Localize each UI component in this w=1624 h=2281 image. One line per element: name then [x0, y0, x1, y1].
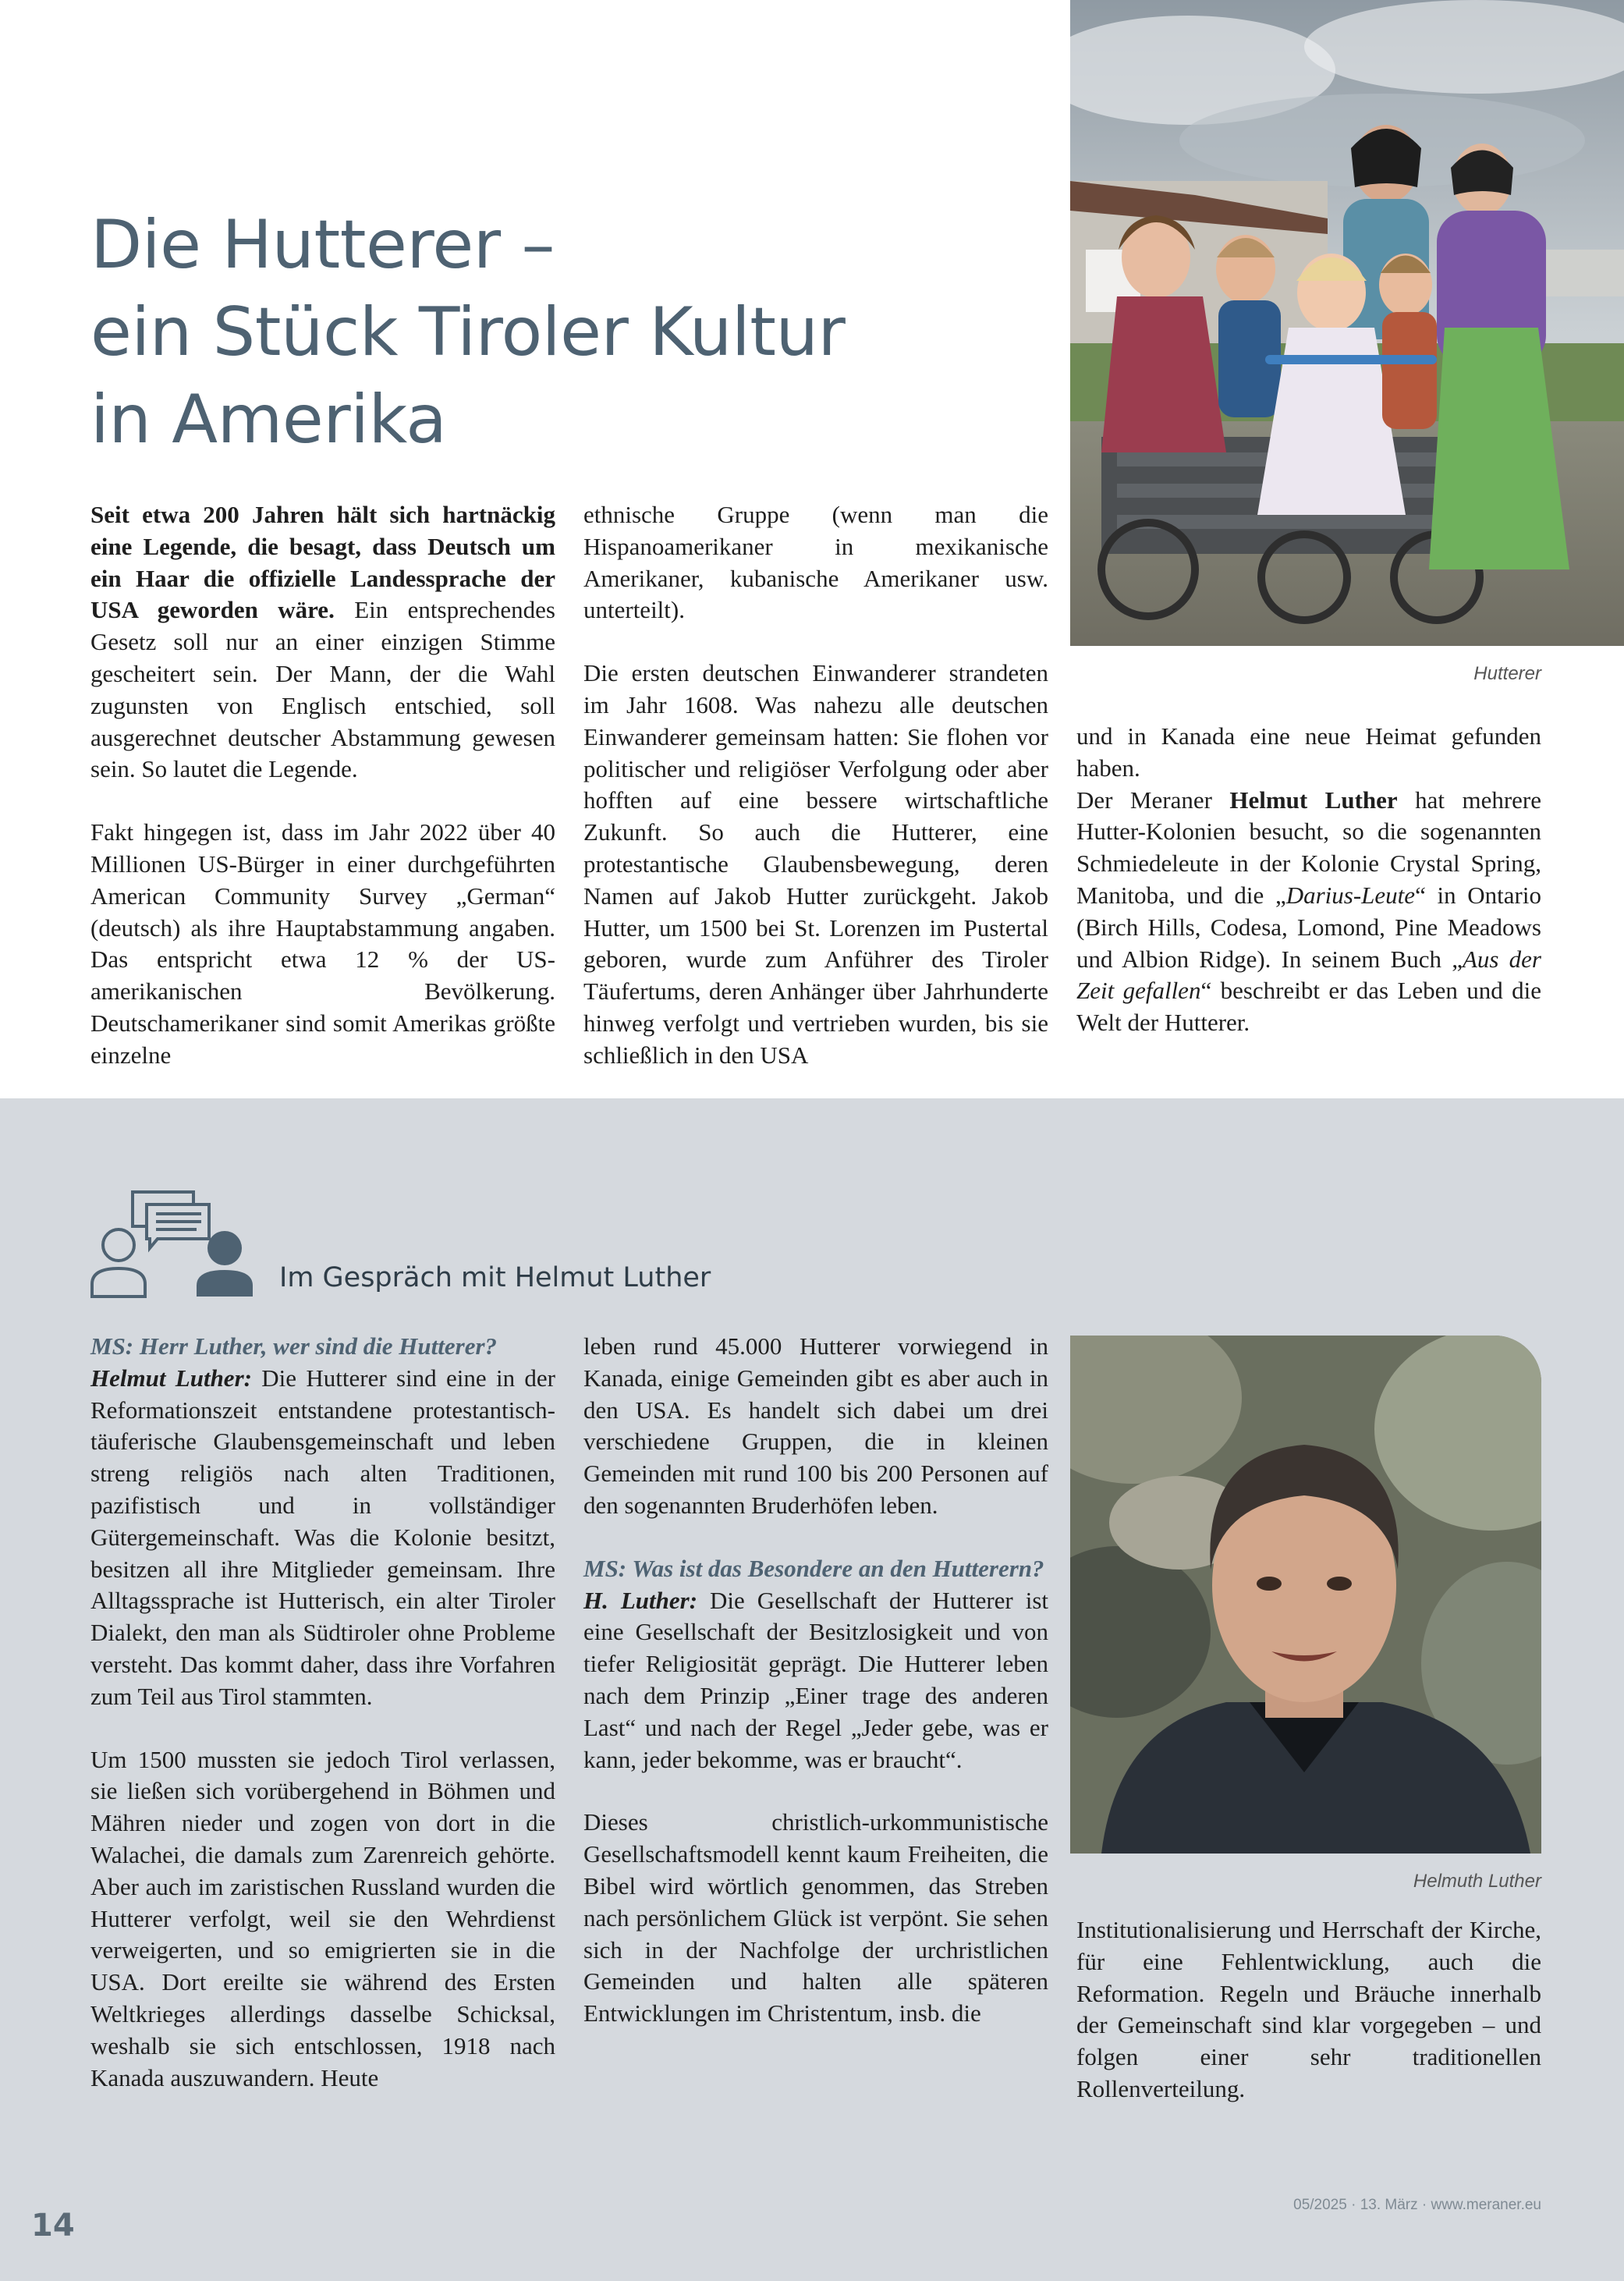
conversation-icon: [87, 1181, 254, 1298]
article-paragraph-facts: Fakt hingegen ist, dass im Jahr 2022 über 40 Millionen US-Bürger in einer durchgeführten American Community Survey „German“ (deutsch) als ihre Hauptabstammung angaben. Das entspricht etwa 12 % der US-amerikanischen Bevölkerung. Deutschamerikaner sind somit Amerikas größte einzelne: [90, 818, 555, 1069]
article-paragraph-ethnic: ethnische Gruppe (wenn man die Hispanoamerikaner in mexikanische Amerikaner, kubanische Amerikaner usw. unterteilt).: [583, 501, 1048, 624]
answer-2: Die Gesellschaft der Hutterer ist eine Gesellschaft der Besitzlosigkeit und von tiefer Religiosität geprägt. Die Hutterer leben nach dem Prinzip „Einer trage des anderen Last“ und nach der Regel „Jeder gebe, was er kann, jeder bekomme, was er braucht“.: [583, 1586, 1048, 1773]
hutterer-photo: [1070, 0, 1624, 646]
article-column-3: [1076, 721, 1541, 1039]
article-paragraph-homeland: und in Kanada eine neue Heimat gefunden haben.: [1076, 722, 1541, 782]
book-title: Aus der Zeit gefallen: [1076, 945, 1541, 1005]
hutterer-photo-caption: Hutterer: [1473, 663, 1541, 684]
article-title: [90, 201, 1027, 463]
interview-column-1: [90, 1331, 555, 2094]
answer-1-speaker: Helmut Luther:: [90, 1364, 252, 1392]
question-1: MS: Herr Luther, wer sind die Hutterer?: [90, 1332, 498, 1360]
author-name: Helmut Luther: [1229, 786, 1398, 814]
intro-rest: Ein entsprechendes Gesetz soll nur an einer einzigen Stimme gescheitert sein. Der Mann, der die Wahl zugunsten von Englisch entschied, soll ausgerechnet deutscher Abstammung gewesen sein. So lautet die Legende.: [90, 596, 555, 783]
interview-column-3: [1076, 1914, 1541, 2105]
interview-paragraph-institution: Institutionalisierung und Herrschaft der Kirche, für eine Fehlentwicklung, auch die Reformation. Regeln und Bräuche innerhalb der Gemeinschaft sind klar vorgegeben – und folgen einer sehr traditionellen Rollenverteilung.: [1076, 1916, 1541, 2102]
interview-paragraph-history: Um 1500 mussten sie jedoch Tirol verlassen, sie ließen sich vorübergehend in Böhmen und Mähren nieder und zogen von dort in die Walachei, die damals zum Zarenreich gehörte. Aber auch im zaristischen Russland wurden die Hutterer verfolgt, weil sie den Wehrdienst verweigerten, und so emigrierten sie in die USA. Dort ereilte sie während des Ersten Weltkrieges allerdings dasselbe Schicksal, weshalb sie sich entschlossen, 1918 nach Kanada auszuwandern. Heute: [90, 1745, 555, 2091]
darius-leute: Darius-Leute: [1285, 881, 1416, 909]
title-line-3: in Amerika: [90, 381, 447, 459]
intro-lead: Seit etwa 200 Jahren hält sich hartnäckig eine Legende, die besagt, dass Deutsch um ein Haar die offizielle Landessprache der USA geworden wäre.: [90, 501, 555, 624]
title-line-2: ein Stück Tiroler Kultur: [90, 293, 846, 371]
answer-1: Die Hutterer sind eine in der Reformationszeit entstandene protestantisch-täuferische Glaubensgemeinschaft und leben streng religiös nach alten Traditionen, pazifistisch und in vollständiger Gütergemeinschaft. Was die Kolonie besitzt, besitzen all ihre Mitglieder gemeinsam. Ihre Alltagssprache ist Hutterisch, ein alter Tiroler Dialekt, den man als Südtiroler ohne Probleme versteht. Das kommt daher, dass ihre Vorfahren zum Teil aus Tirol stammten.: [90, 1364, 555, 1710]
article-paragraph-author: Der Meraner Helmut Luther hat mehrere Hutter-Kolonien besucht, so die sogenannten Schmiedeleute in der Kolonie Crystal Spring, Manitoba, und die „Darius-Leute“ in Ontario (Birch Hills, Codesa, Lomond, Pine Meadows und Albion Ridge). In seinem Buch „Aus der Zeit gefallen“ beschreibt er das Leben und die Welt der Hutterer.: [1076, 786, 1541, 1037]
article-column-2: [583, 499, 1048, 1072]
portrait-caption: Helmuth Luther: [1413, 1871, 1541, 1892]
question-2: MS: Was ist das Besondere an den Hutterern?: [583, 1554, 1044, 1582]
interview-column-2: [583, 1331, 1048, 2030]
interview-heading: Im Gespräch mit Helmut Luther: [279, 1262, 711, 1293]
interview-paragraph-population: leben rund 45.000 Hutterer vorwiegend in Kanada, einige Gemeinden gibt es aber auch in den USA. Es handelt sich dabei um drei verschiedene Gruppen, die in kleinen Gemeinden mit rund 100 bis 200 Personen auf den sogenannten Bruderhöfen leben.: [583, 1332, 1048, 1519]
title-line-1: Die Hutterer –: [90, 206, 555, 284]
article-column-1: [90, 499, 555, 1072]
article-paragraph-immigrants: Die ersten deutschen Einwanderer strandeten im Jahr 1608. Was nahezu alle deutschen Einwanderer gemeinsam hatten: Sie flohen vor politischer und religiöser Verfolgung oder aber hofften auf eine bessere wirtschaftliche Zukunft. So auch die Hutterer, eine protestantische Glaubensbewegung, deren Namen auf Jakob Hutter zurückgeht. Jakob Hutter, um 1500 bei St. Lorenzen im Pustertal geboren, wurde zum Anführer des Tiroler Täufertums, deren Anhänger über Jahrhunderte hinweg verfolgt und vertrieben wurden, bis sie schließlich in den USA: [583, 659, 1048, 1069]
page-number: 14: [31, 2208, 75, 2244]
helmut-luther-portrait: [1070, 1336, 1541, 1854]
interview-paragraph-society: Dieses christlich-urkommunistische Gesellschaftsmodell kennt kaum Freiheiten, die Bibel wird wörtlich genommen, das Streben nach persönlichem Glück ist verpönt. Sie sehen sich in der Nachfolge der urchristlichen Gemeinden und halten alle späteren Entwicklungen im Christentum, insb. die: [583, 1808, 1048, 2027]
issue-info: 05/2025 · 13. März · www.meraner.eu: [1293, 2197, 1541, 2213]
answer-2-speaker: H. Luther:: [583, 1586, 698, 1614]
